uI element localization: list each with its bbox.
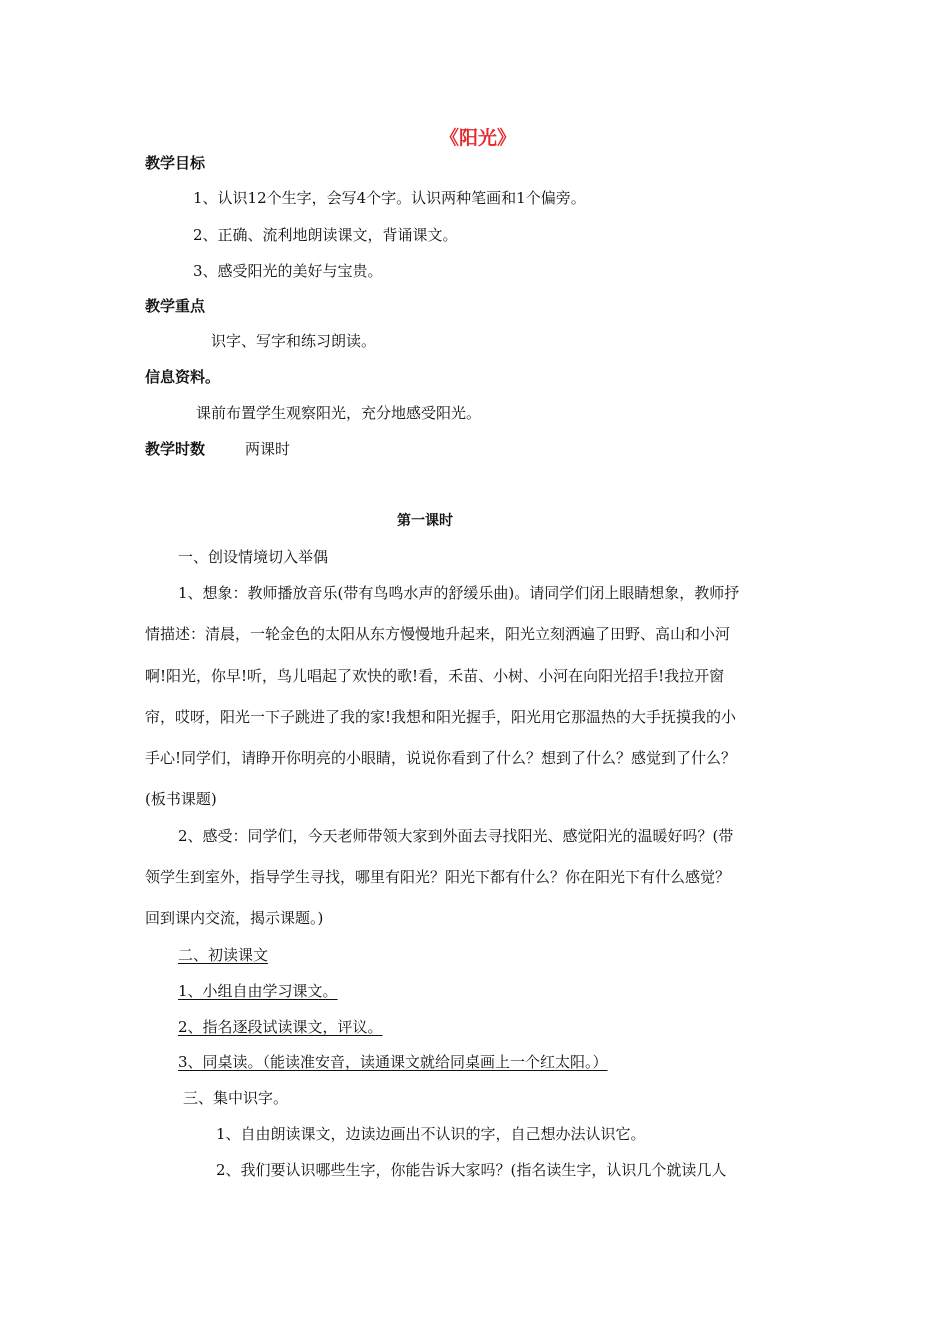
p1-line-3: 啊!阳光，你早!听，鸟儿唱起了欢快的歌!看，禾苗、小树、小河在向阳光招手!我拉开窗 — [145, 667, 725, 685]
section3-item-1: 1、自由朗读课文，边读边画出不认识的字，自己想办法认识它。 — [216, 1125, 646, 1143]
p2-line-3: 回到课内交流，揭示课题。) — [145, 909, 324, 927]
page-title: 《阳光》 — [440, 127, 517, 149]
hours-heading: 教学时数 — [145, 440, 206, 458]
objective-item-3: 3、感受阳光的美好与宝贵。 — [193, 262, 383, 280]
key-points-text: 识字、写字和练习朗读。 — [211, 332, 377, 350]
p2-line-2: 领学生到室外，指导学生寻找，哪里有阳光？阳光下都有什么？你在阳光下有什么感觉？ — [145, 868, 731, 886]
section2-item-2: 2、指名逐段试读课文，评议。 — [178, 1018, 383, 1036]
p1-line-2: 情描述：清晨，一轮金色的太阳从东方慢慢地升起来，阳光立刻洒遍了田野、高山和小河 — [145, 625, 731, 643]
objective-item-1: 1、认识12个生字，会写4个字。认识两种笔画和1个偏旁。 — [193, 189, 586, 207]
p1-line-6: (板书课题) — [145, 790, 217, 808]
info-text: 课前布置学生观察阳光，充分地感受阳光。 — [196, 404, 482, 422]
p1-line-5: 手心!同学们，请睁开你明亮的小眼睛，说说你看到了什么？想到了什么？感觉到了什么？ — [145, 749, 737, 767]
section2-item-1: 1、小组自由学习课文。 — [178, 982, 338, 1000]
p1-line-1: 1、想象：教师播放音乐(带有鸟鸣水声的舒缓乐曲)。请同学们闭上眼睛想象，教师抒 — [178, 584, 740, 602]
p2-line-1: 2、感受：同学们，今天老师带领大家到外面去寻找阳光、感觉阳光的温暖好吗？(带 — [178, 827, 734, 845]
lesson1-heading: 第一课时 — [397, 513, 453, 529]
section3-item-2: 2、我们要认识哪些生字，你能告诉大家吗？(指名读生字，认识几个就读几人 — [216, 1161, 727, 1179]
section3-title: 三、集中识字。 — [183, 1089, 289, 1107]
hours-value: 两课时 — [245, 440, 291, 458]
section2-title: 二、初读课文 — [178, 946, 269, 964]
key-points-heading: 教学重点 — [145, 297, 206, 315]
info-heading: 信息资料。 — [145, 368, 221, 386]
section1-title: 一、创设情境切入举偶 — [178, 548, 329, 566]
objectives-heading: 教学目标 — [145, 154, 206, 172]
section2-item-3: 3、同桌读。（能读准安音，读通课文就给同桌画上一个红太阳。） — [178, 1053, 608, 1071]
p1-line-4: 帘，哎呀，阳光一下子跳进了我的家!我想和阳光握手，阳光用它那温热的大手抚摸我的小 — [145, 708, 737, 726]
objective-item-2: 2、正确、流利地朗读课文，背诵课文。 — [193, 226, 458, 244]
